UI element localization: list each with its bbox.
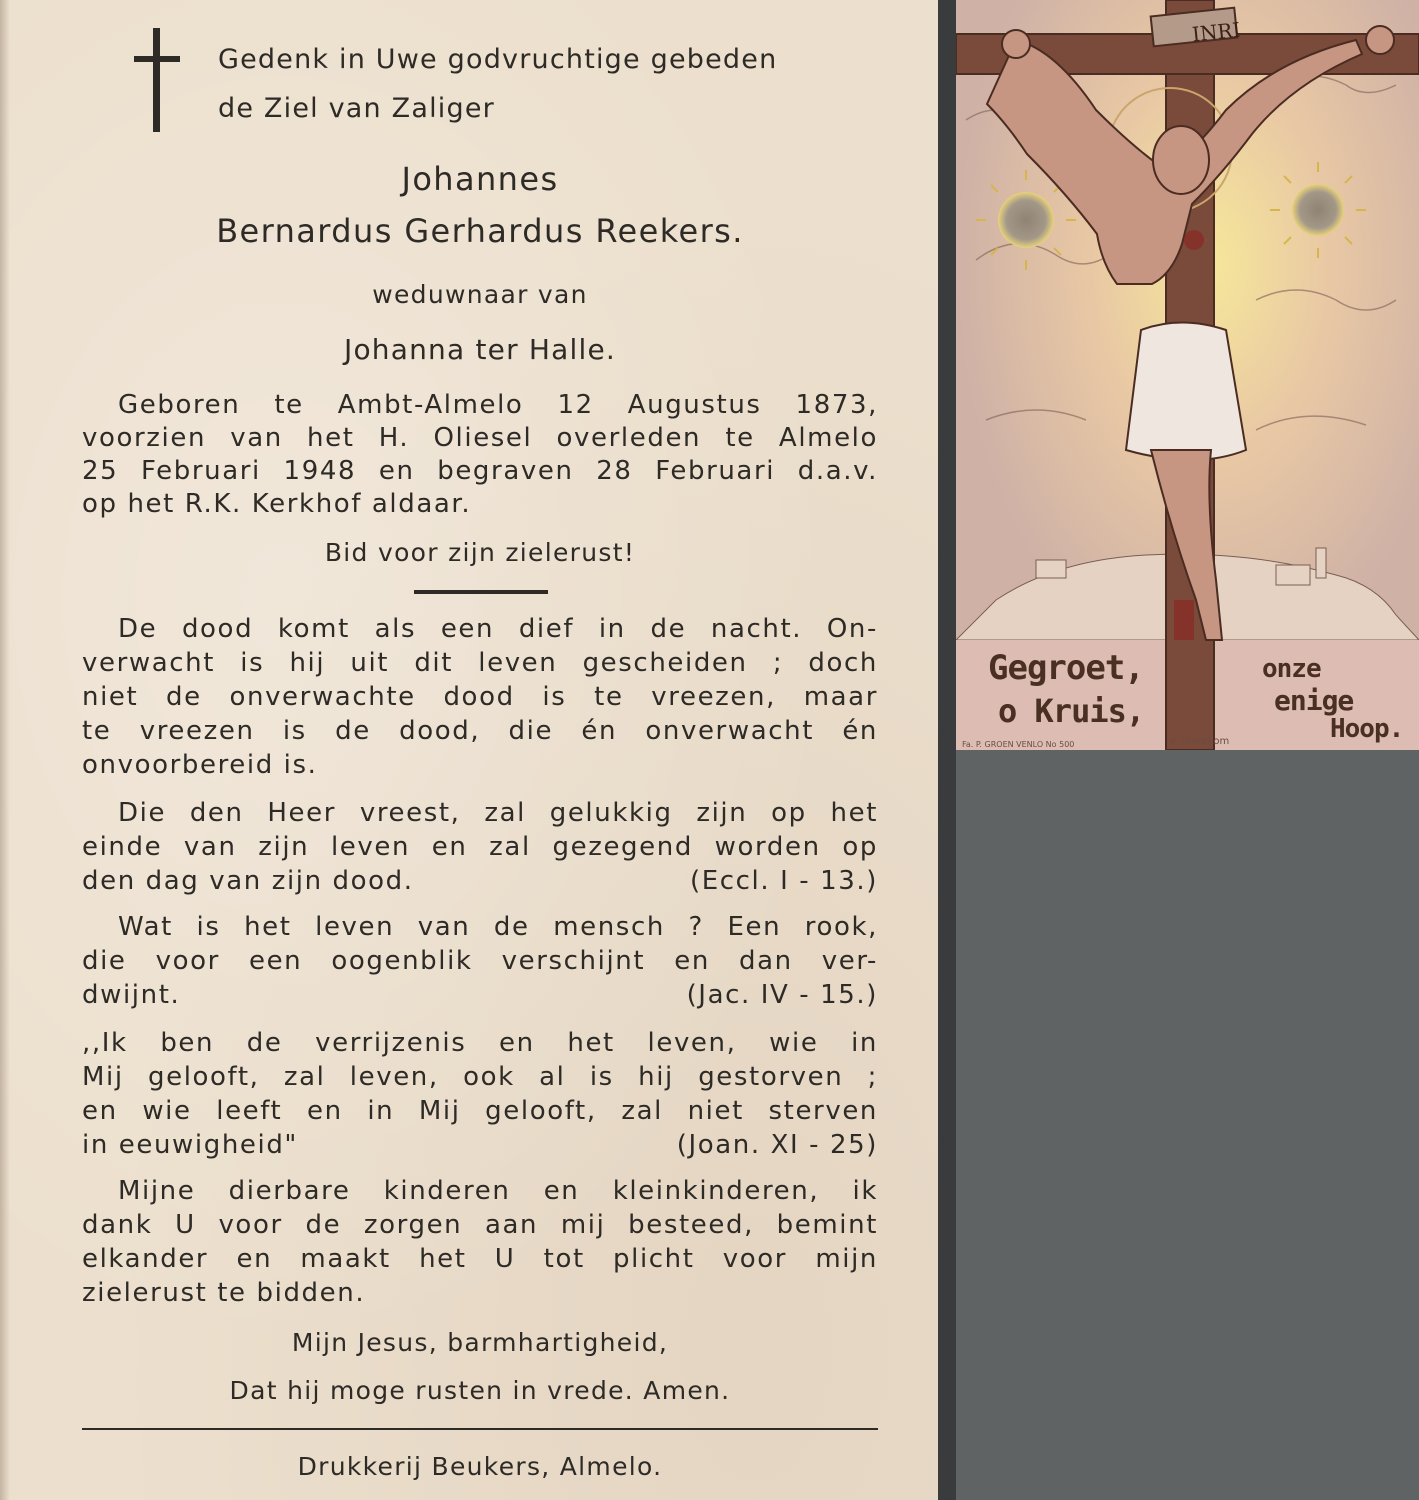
relation-label: weduwnaar van bbox=[372, 280, 588, 309]
crucifixion-picture bbox=[956, 0, 1419, 750]
artist-signature: v. Uloerkom bbox=[1170, 736, 1230, 747]
long-divider bbox=[82, 1428, 878, 1430]
paragraph-line: dank U voor de zorgen aan mij besteed, bemint bbox=[82, 1210, 878, 1240]
paragraph-line: Die den Heer vreest, zal gelukkig zijn op het bbox=[118, 798, 878, 828]
bio-line: Geboren te Ambt-Almelo 12 Augustus 1873, bbox=[118, 390, 878, 420]
paragraph-line: niet de onverwachte dood is te vreezen, maar bbox=[82, 682, 878, 712]
spouse-name: Johanna ter Halle. bbox=[344, 333, 616, 366]
bio-line: op het R.K. Kerkhof aldaar. bbox=[82, 489, 472, 519]
paragraph-line: Mij gelooft, zal leven, ook al is hij gestorven ; bbox=[82, 1062, 878, 1092]
card-border bbox=[938, 0, 956, 1500]
cross-icon bbox=[134, 28, 180, 132]
scripture-reference: (Eccl. I - 13.) bbox=[690, 866, 878, 896]
paragraph-line: ,,Ik ben de verrijzenis en het leven, wie in bbox=[82, 1028, 878, 1058]
caption-right-1: onze bbox=[1262, 654, 1321, 684]
caption-right-2: enige bbox=[1274, 684, 1354, 717]
closing-line-2: Dat hij moge rusten in vrede. Amen. bbox=[229, 1376, 731, 1405]
paragraph-line: onvoorbereid is. bbox=[82, 750, 318, 780]
crucifixion-illustration bbox=[956, 0, 1419, 750]
printer-mark: Fa. P. GROEN VENLO No 500 bbox=[962, 740, 1075, 749]
short-divider bbox=[414, 590, 548, 594]
paragraph-line: dwijnt. bbox=[82, 980, 181, 1010]
inri-plaque: INRI bbox=[1190, 17, 1242, 47]
paragraph-line: die voor een oogenblik verschijnt en dan ver- bbox=[82, 946, 878, 976]
bio-line: voorzien van het H. Oliesel overleden te Almelo bbox=[82, 423, 878, 453]
paragraph-line: te vreezen is de dood, die én onverwacht én bbox=[82, 716, 878, 746]
paragraph-line: Wat is het leven van de mensch ? Een rook, bbox=[118, 912, 878, 942]
paragraph-line: verwacht is hij uit dit leven gescheiden ; doch bbox=[82, 648, 878, 678]
bio-line: 25 Februari 1948 en begraven 28 Februari d.a.v. bbox=[82, 456, 878, 486]
paragraph-line: den dag van zijn dood. bbox=[82, 866, 414, 896]
caption-left-1: Gegroet, bbox=[988, 648, 1144, 688]
header-line-1: Gedenk in Uwe godvruchtige gebeden bbox=[218, 44, 778, 75]
paragraph-line: in eeuwigheid" bbox=[82, 1130, 298, 1160]
paragraph-line: De dood komt als een dief in de nacht. On- bbox=[118, 614, 878, 644]
paragraph-line: zielerust te bidden. bbox=[82, 1278, 366, 1308]
closing-line-1: Mijn Jesus, barmhartigheid, bbox=[291, 1328, 669, 1357]
scripture-reference: (Joan. XI - 25) bbox=[676, 1130, 878, 1160]
paragraph-line: einde van zijn leven en zal gezegend worden op bbox=[82, 832, 878, 862]
deceased-full-name: Bernardus Gerhardus Reekers. bbox=[216, 212, 744, 250]
prayer-line: Bid voor zijn zielerust! bbox=[324, 538, 636, 567]
paragraph-line: Mijne dierbare kinderen en kleinkinderen, ik bbox=[118, 1176, 878, 1206]
card-shadow bbox=[0, 0, 10, 1500]
caption-left-2: o Kruis, bbox=[998, 692, 1145, 730]
deceased-first-name: Johannes bbox=[401, 160, 559, 198]
header-line-2: de Ziel van Zaliger bbox=[218, 93, 495, 124]
paragraph-line: en wie leeft en in Mij gelooft, zal niet sterven bbox=[82, 1096, 878, 1126]
caption-right-3: Hoop. bbox=[1330, 714, 1404, 744]
paragraph-line: elkander en maakt het U tot plicht voor mijn bbox=[82, 1244, 878, 1274]
scripture-reference: (Jac. IV - 15.) bbox=[686, 980, 878, 1010]
printer-credit: Drukkerij Beukers, Almelo. bbox=[297, 1452, 663, 1481]
